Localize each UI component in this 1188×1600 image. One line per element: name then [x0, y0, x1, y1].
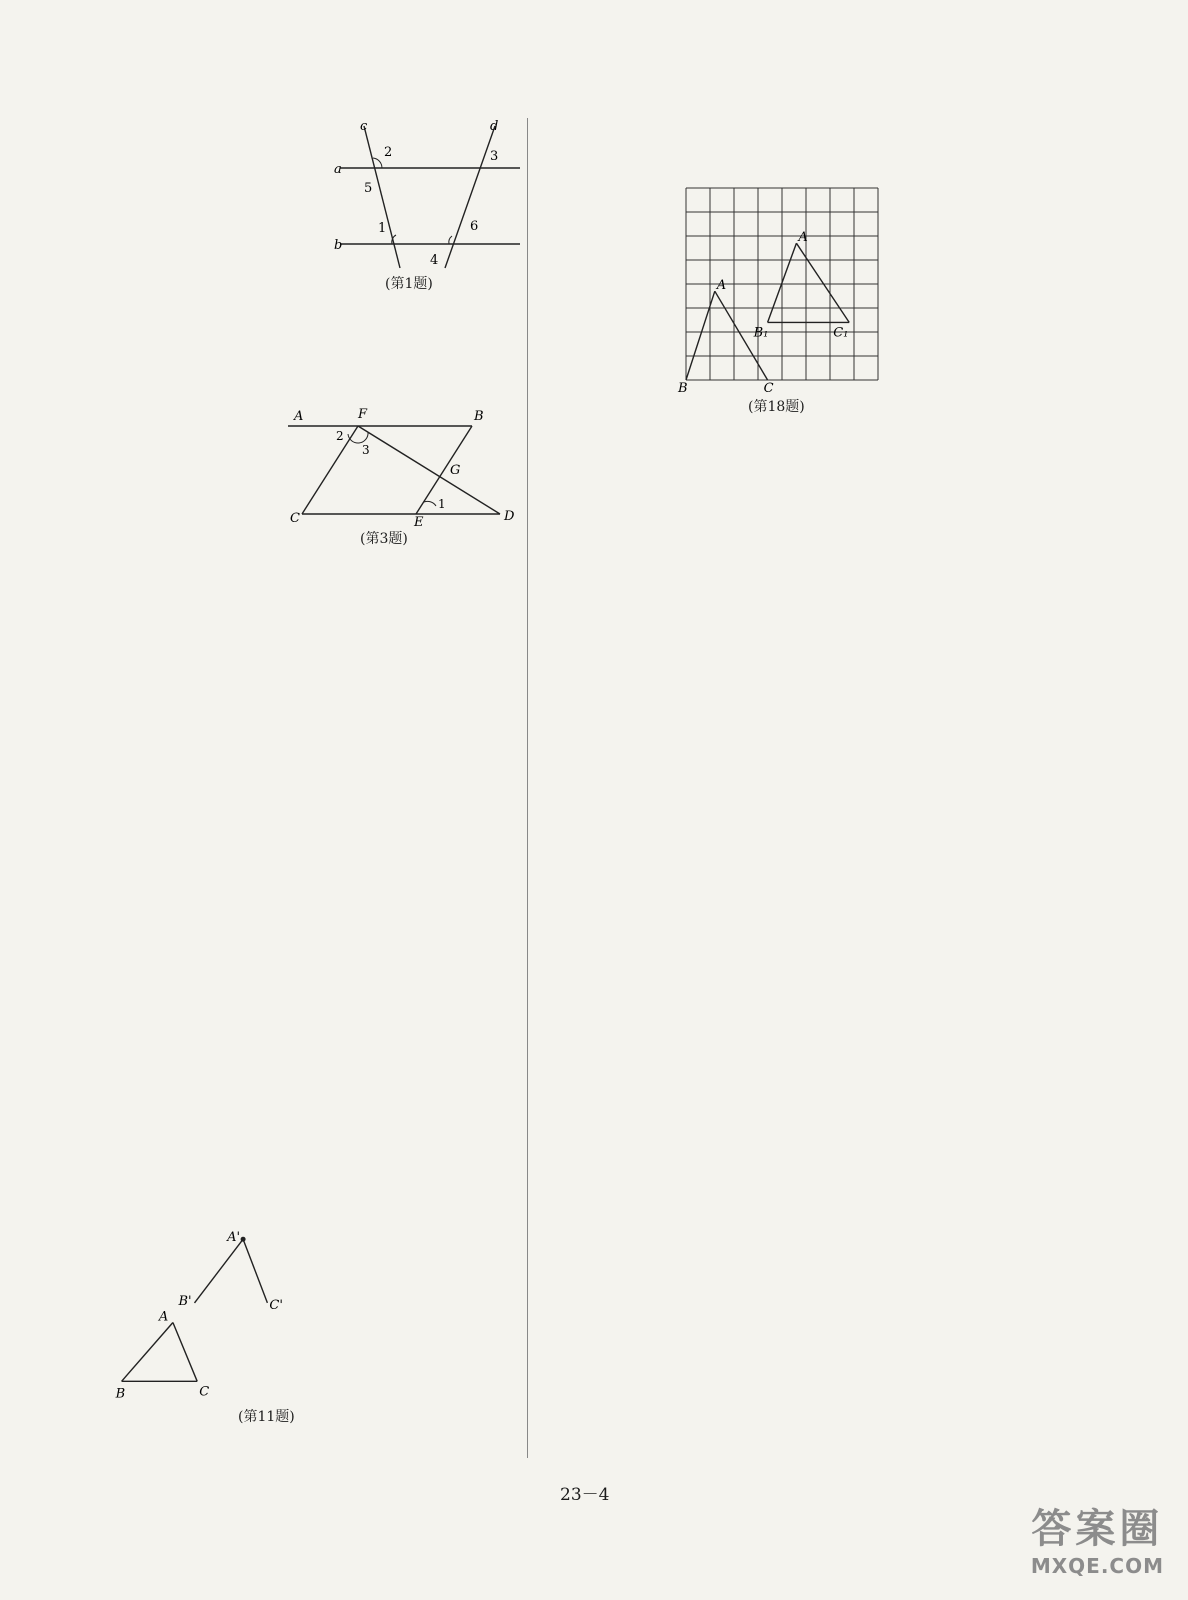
fig18-label: B₁ — [753, 325, 769, 341]
fig1-label: d — [490, 119, 499, 134]
fig3-label: 1 — [438, 497, 446, 511]
fig18-label: C₁ — [833, 325, 849, 341]
column-divider — [527, 118, 528, 1458]
fig1-label: 4 — [430, 253, 439, 268]
fig3-caption: (第3题) — [360, 531, 408, 547]
fig11-label: B — [115, 1386, 126, 1402]
fig1-label: b — [334, 238, 343, 253]
fig1-caption: (第1题) — [385, 276, 433, 292]
fig18-label: B — [678, 381, 688, 396]
fig11-caption: (第11题) — [238, 1409, 295, 1425]
fig3-label: E — [414, 515, 424, 530]
page-number: 23－4 — [560, 1485, 610, 1505]
fig3-label: C — [290, 511, 300, 526]
figure-18 — [678, 184, 884, 396]
fig1-label: 1 — [378, 221, 387, 236]
fig18-label: A — [716, 278, 727, 294]
fig3-label: B — [474, 409, 484, 424]
fig3-label: D — [504, 509, 515, 524]
fig1-label: c — [360, 119, 368, 134]
fig11-label: A — [158, 1309, 169, 1325]
watermark-text: 答案圈 — [1031, 1506, 1164, 1552]
fig3-label: A — [294, 409, 304, 424]
fig18-label: A — [798, 230, 808, 246]
fig11-label: C' — [269, 1297, 283, 1313]
figure-1 — [330, 120, 530, 275]
fig1-label: 3 — [490, 149, 499, 164]
figure-3 — [288, 404, 523, 530]
fig18-caption: (第18题) — [748, 399, 805, 415]
fig18-label: C — [763, 381, 774, 396]
fig1-label: 2 — [384, 145, 393, 160]
fig1-label: 6 — [470, 219, 479, 234]
fig1-label: 5 — [364, 181, 373, 196]
fig3-label: G — [450, 463, 461, 478]
watermark-url: MXQE.COM — [1030, 1554, 1164, 1578]
fig1-label: a — [334, 162, 342, 177]
fig3-label: 3 — [362, 443, 370, 457]
fig11-label: B' — [178, 1293, 192, 1309]
fig3-label: F — [358, 407, 368, 422]
figure-11 — [96, 1196, 478, 1406]
fig3-label: 2 — [336, 429, 344, 443]
watermark-logo — [1031, 1497, 1164, 1578]
fig11-label: A' — [227, 1230, 241, 1246]
fig11-label: C — [199, 1384, 210, 1400]
